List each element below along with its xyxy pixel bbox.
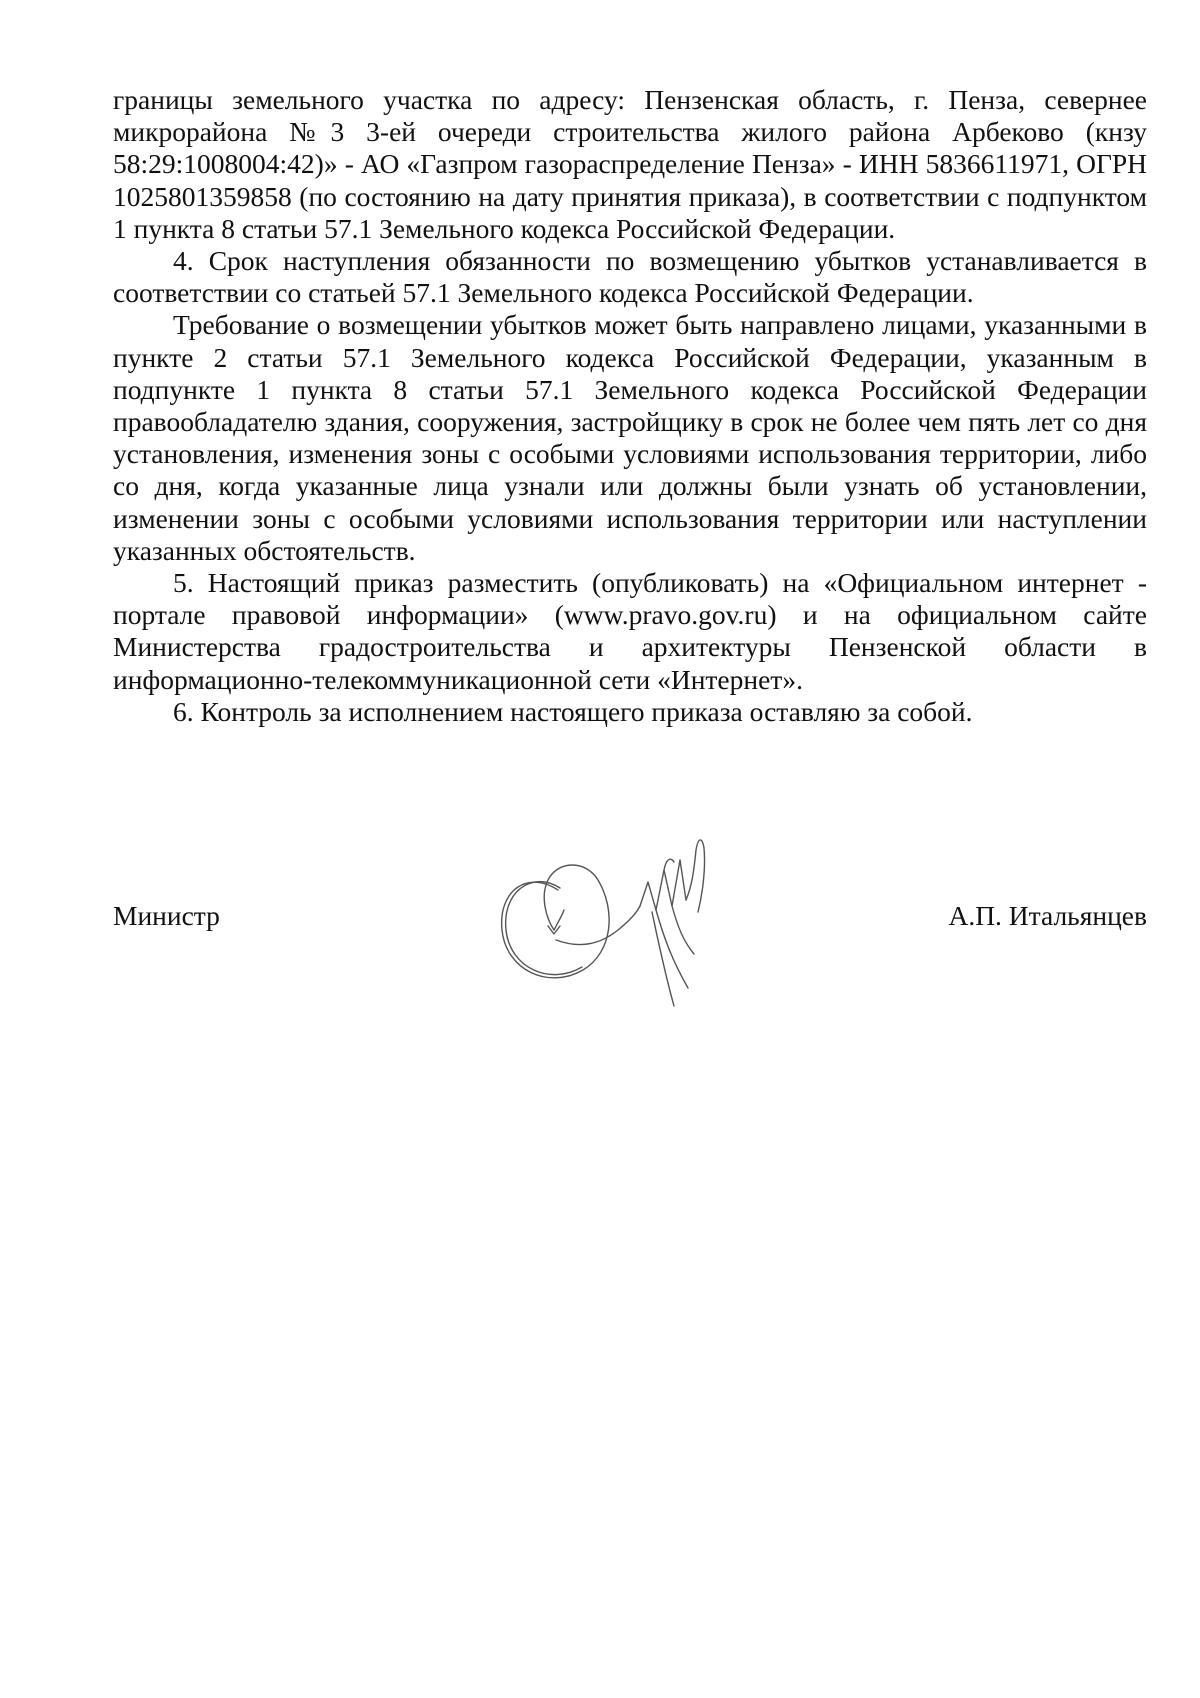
paragraph-item-4: 4. Срок наступления обязанности по возмещению убытков устанавливается в соответствии со статьей 57.1 Земельного кодекса Российской Федерации. <box>113 245 1147 309</box>
signatory-position: Министр <box>113 900 220 931</box>
paragraph-item-6: 6. Контроль за исполнением настоящего приказа оставляю за собой. <box>173 695 973 727</box>
paragraph-damages-claim: Требование о возмещении убытков может быть направлено лицами, указанными в пункте 2 статьи 57.1 Земельного кодекса Российской Федерации, указанным в подпункте 1 пункта 8 статьи 57.1 Земельного кодекса Российской Федерации правообладателю здания, сооружения, застройщику в срок не более чем пять лет со дня установления, изменения зоны с особыми условиями использования территории, либо со дня, когда указанные лица узнали или должны были узнать об установлении, изменении зоны с особыми условиями использования территории или наступлении указанных обстоятельств. <box>113 309 1147 566</box>
paragraph-item-5: 5. Настоящий приказ разместить (опубликовать) на «Официальном интернет - портале правовой информации» (www.pravo.gov.ru) и на официальном сайте Министерства градостроительства и архитектуры Пензенской области в информационно-телекоммуникационной сети «Интернет». <box>113 567 1147 695</box>
paragraph-continuation: границы земельного участка по адресу: Пензенская область, г. Пенза, севернее микрорайона №3 3-ей очереди строительства жилого района Арбеково (кнзу 58:29:1008004:42)» - АО «Газпром газораспределение Пенза» - ИНН 5836611971, ОГРН 1025801359858 (по состоянию на дату принятия приказа), в соответствии с подпунктом 1 пункта 8 статьи 57.1 Земельного кодекса Российской Федерации. <box>113 84 1147 244</box>
signatory-name: А.П. Итальянцев <box>948 900 1147 931</box>
document-body <box>113 84 1147 728</box>
handwritten-signature <box>488 830 768 1020</box>
